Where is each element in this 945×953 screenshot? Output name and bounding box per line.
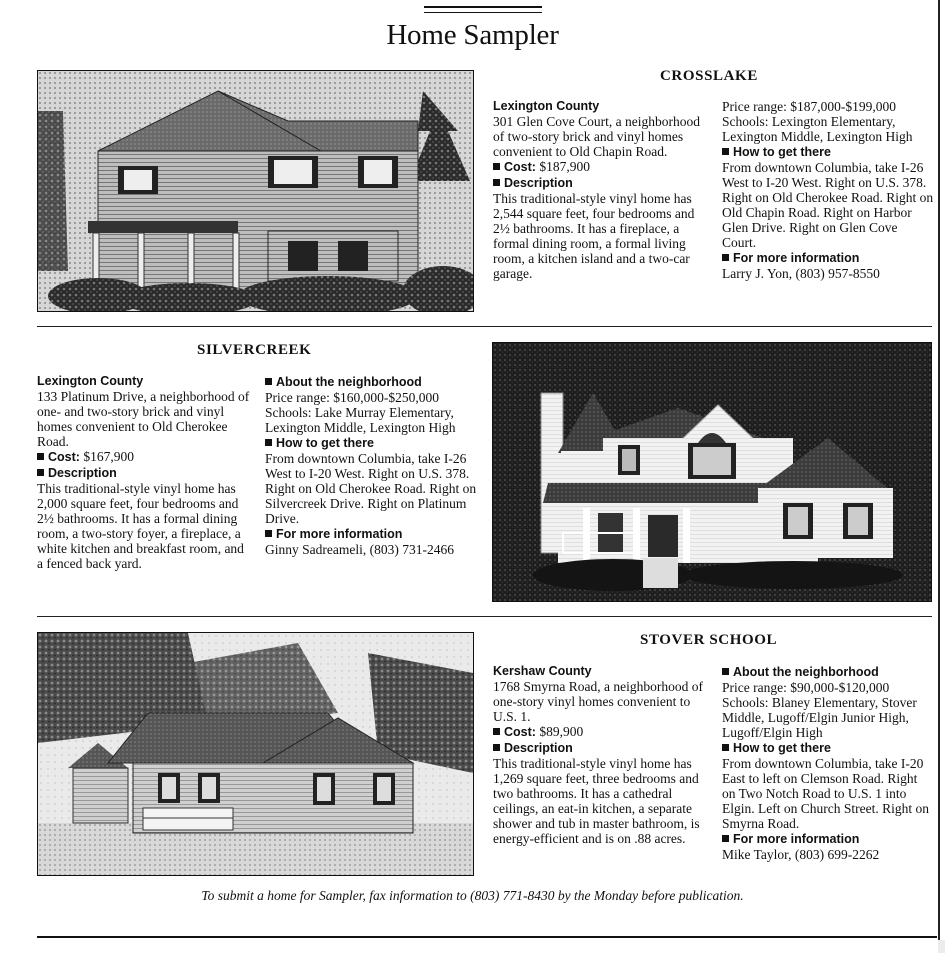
stover-school-cost-label: Cost: [504,725,536,739]
crosslake-directions-label: How to get there [733,145,831,159]
stover-school-schools: Schools: Blaney Elementary, Stover Middle, Lugoff/Elgin Junior High, Lugoff/Elgin High [722,695,917,740]
silvercreek-directions-label: How to get there [276,436,374,450]
silvercreek-cost-label: Cost: [48,450,80,464]
silvercreek-description: This traditional-style vinyl home has 2,000 square feet, four bedrooms and 2½ bathrooms. It has a formal dining room, a two-story foyer, a fireplace, a white kitchen and breakfast room, and a fenced back yard. [37,481,244,571]
silvercreek-price-range: Price range: $160,000-$250,000 [265,390,439,405]
bullet-icon [493,728,500,735]
crosslake-contact: Larry J. Yon, (803) 957-8550 [722,266,880,281]
stover-school-price-range: Price range: $90,000-$120,000 [722,680,890,695]
silvercreek-left-column [37,374,251,571]
scan-margin [938,940,945,953]
bullet-icon [722,148,729,155]
bullet-icon [493,179,500,186]
submission-note: To submit a home for Sampler, fax information to (803) 771-8430 by the Monday before publication. [201,888,744,903]
bullet-icon [722,835,729,842]
silvercreek-directions: From downtown Columbia, take I-26 West to I-20 West. Right on U.S. 378. Right on Old Cherokee Road. Right on Silvercreek Drive. Right on Platinum Drive. [265,451,477,526]
silvercreek-cost: $167,900 [83,449,134,464]
bullet-icon [37,469,44,476]
silvercreek-house-photo [492,342,932,602]
page-edge-rule [938,0,940,940]
crosslake-house-drawing [38,71,473,311]
crosslake-left-column [493,99,706,281]
silvercreek-description-label: Description [48,466,117,480]
stover-school-directions-label: How to get there [733,741,831,755]
crosslake-description-label: Description [504,176,573,190]
stover-school-right-column [722,664,934,862]
silvercreek-title: SILVERCREEK [197,342,312,358]
crosslake-cost-label: Cost: [504,160,536,174]
crosslake-description: This traditional-style vinyl home has 2,544 square feet, four bedrooms and 2½ bathrooms. It has a fireplace, a formal dining room, a formal living room, a kitchen island and a two-car garage. [493,191,695,281]
bullet-icon [37,453,44,460]
silvercreek-county: Lexington County [37,374,144,388]
bullet-icon [493,744,500,751]
silvercreek-house-drawing [493,343,931,601]
bullet-icon [265,530,272,537]
silvercreek-right-column [265,374,478,557]
crosslake-price-range: Price range: $187,000-$199,000 [722,99,896,114]
stover-school-title: STOVER SCHOOL [640,632,778,648]
stover-school-house-photo [37,632,474,876]
section-divider [37,326,932,327]
bullet-icon [722,254,729,261]
section-divider [37,616,932,617]
silvercreek-neighborhood-label: About the neighborhood [276,375,422,389]
silvercreek-contact: Ginny Sadreameli, (803) 731-2466 [265,542,454,557]
crosslake-cost: $187,900 [539,159,590,174]
bullet-icon [722,668,729,675]
bullet-icon [265,439,272,446]
crosslake-intro: 301 Glen Cove Court, a neighborhood of two-story brick and vinyl homes convenient to Old Chapin Road. [493,114,700,159]
bullet-icon [722,744,729,751]
title-rule-bottom [424,12,542,13]
stover-school-contact: Mike Taylor, (803) 699-2262 [722,847,880,862]
bullet-icon [493,163,500,170]
stover-school-neighborhood-label: About the neighborhood [733,665,879,679]
stover-school-description: This traditional-style vinyl home has 1,269 square feet, three bedrooms and two bathrooms. It has a cathedral ceilings, an eat-in kitchen, a separate shower and tub in master bathroom, is energy-efficient and is on .88 acres. [493,756,700,846]
crosslake-county: Lexington County [493,99,600,113]
stover-school-directions: From downtown Columbia, take I-20 East to left on Clemson Road. Right on Two Notch Road to U.S. 1 into Elgin. Left on Church Street. Right on Smyrna Road. [722,756,929,831]
bottom-rule [37,936,937,938]
stover-school-description-label: Description [504,741,573,755]
bullet-icon [265,378,272,385]
crosslake-schools: Schools: Lexington Elementary, Lexington Middle, Lexington High [722,114,913,144]
stover-school-left-column [493,664,707,846]
crosslake-right-column [722,99,934,281]
stover-school-house-drawing [38,633,473,875]
stover-school-county: Kershaw County [493,664,592,678]
stover-school-cost: $89,900 [539,724,584,739]
silvercreek-intro: 133 Platinum Drive, a neighborhood of one- and two-story brick and vinyl homes convenient to Old Cherokee Road. [37,389,250,449]
stover-school-info-label: For more information [733,832,860,846]
crosslake-directions: From downtown Columbia, take I-26 West to I-20 West. Right on U.S. 378. Right on Old Cherokee Road. Right on Old Chapin Road. Right on Harbor Glen Drive. Right on Glen Cove Court. [722,160,934,250]
title-rule-top [424,6,542,8]
crosslake-info-label: For more information [733,251,860,265]
page-title: Home Sampler [386,19,559,51]
stover-school-intro: 1768 Smyrna Road, a neighborhood of one-story vinyl homes convenient to U.S. 1. [493,679,703,724]
crosslake-house-photo [37,70,474,312]
crosslake-title: CROSSLAKE [660,68,758,84]
silvercreek-schools: Schools: Lake Murray Elementary, Lexington Middle, Lexington High [265,405,456,435]
silvercreek-info-label: For more information [276,527,403,541]
